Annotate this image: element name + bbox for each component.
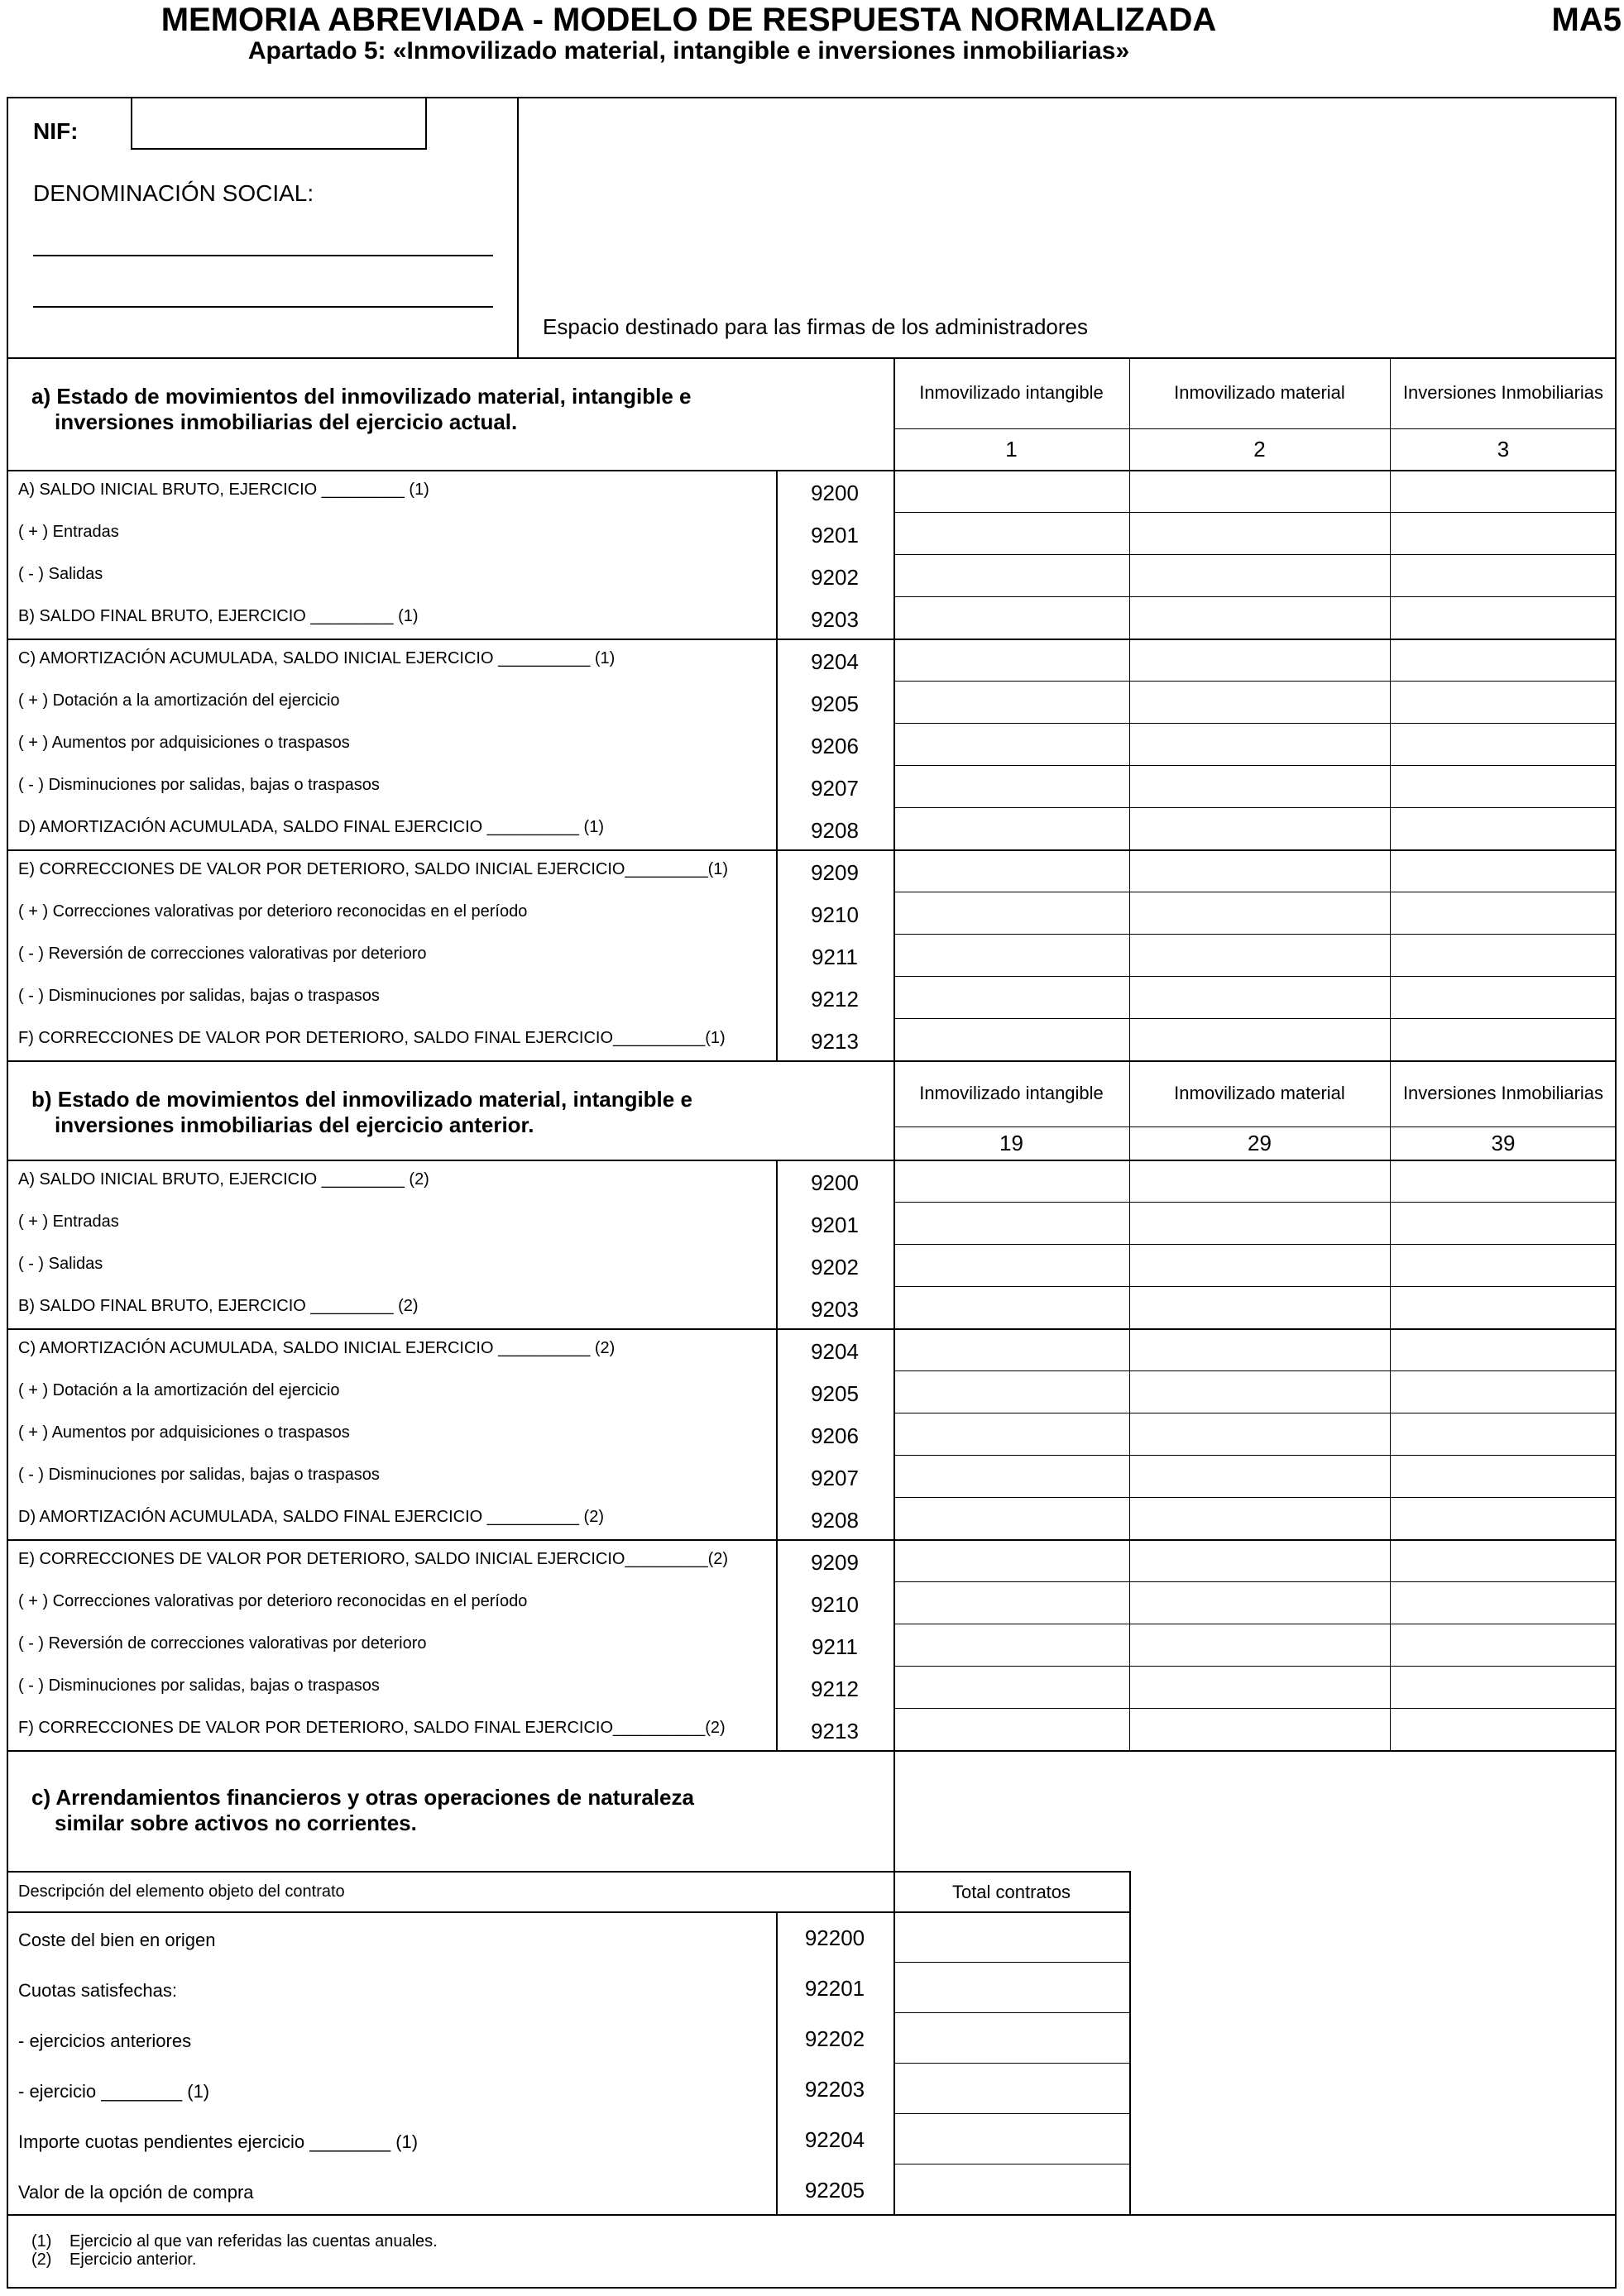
row-code: 9206 [811, 1423, 859, 1448]
footnote-2-text: Ejercicio anterior. [69, 2251, 197, 2269]
row-label: - ejercicios anteriores [18, 2030, 192, 2051]
section_b-col-2-header: Inmovilizado material [1174, 1083, 1345, 1103]
row-label: ( - ) Disminuciones por salidas, bajas o traspasos [18, 1465, 380, 1484]
section_a-value-cell-col1[interactable] [895, 1020, 1128, 1060]
denominacion-input-2[interactable] [33, 281, 493, 308]
section_a-value-cell-col3[interactable] [1392, 640, 1616, 680]
section_c-title-line2: similar sobre activos no corrientes. [55, 1810, 417, 1835]
section_a-value-cell-col2[interactable] [1131, 893, 1389, 933]
row-code: 9207 [811, 775, 859, 801]
denominacion-label: DENOMINACIÓN SOCIAL: [33, 180, 314, 206]
section_b-value-cell-col2[interactable] [1131, 1288, 1389, 1327]
section_b-value-cell-col1[interactable] [895, 1288, 1128, 1327]
section_a-value-cell-col1[interactable] [895, 851, 1128, 891]
row-label: F) CORRECCIONES DE VALOR POR DETERIORO, SALDO FINAL EJERCICIO__________(2) [18, 1718, 726, 1737]
section_a-value-cell-col3[interactable] [1392, 809, 1616, 849]
section_b-value-cell-col1[interactable] [895, 1710, 1128, 1749]
section_b-value-cell-col3[interactable] [1392, 1246, 1616, 1285]
section_b-value-cell-col2[interactable] [1131, 1457, 1389, 1496]
section_b-value-cell-col1[interactable] [895, 1161, 1128, 1201]
row-code: 9204 [811, 1338, 859, 1364]
row-code: 9208 [811, 817, 859, 843]
section_a-value-cell-col1[interactable] [895, 893, 1128, 933]
section_b-value-cell-col2[interactable] [1131, 1161, 1389, 1201]
row-code: 9211 [812, 1634, 858, 1659]
footnote-1-mark: (1) [31, 2232, 52, 2251]
row-label: A) SALDO INICIAL BRUTO, EJERCICIO _________ (2) [18, 1170, 429, 1189]
section_b-value-cell-col1[interactable] [895, 1414, 1128, 1454]
row-code: 9203 [811, 606, 859, 632]
section_a-value-cell-col1[interactable] [895, 640, 1128, 680]
row-label: ( - ) Salidas [18, 564, 103, 583]
row-code: 9207 [811, 1465, 859, 1490]
section_b-value-cell-col1[interactable] [895, 1667, 1128, 1707]
row-label: ( - ) Disminuciones por salidas, bajas o traspasos [18, 1676, 380, 1695]
row-label: ( + ) Entradas [18, 1212, 119, 1231]
section_b-value-cell-col3[interactable] [1392, 1372, 1616, 1412]
section_a-value-cell-col2[interactable] [1131, 682, 1389, 722]
denominacion-input-1[interactable] [33, 230, 493, 256]
section_b-value-cell-col2[interactable] [1131, 1246, 1389, 1285]
row-label: ( + ) Aumentos por adquisiciones o traspasos [18, 1423, 350, 1442]
row-label: Importe cuotas pendientes ejercicio ________ (1) [18, 2131, 419, 2152]
section_a-value-cell-col3[interactable] [1392, 598, 1616, 638]
section_b-value-cell-col3[interactable] [1392, 1161, 1616, 1201]
section_b-value-cell-col3[interactable] [1392, 1457, 1616, 1496]
row-code: 9208 [811, 1507, 859, 1533]
section_a-col-1-header: Inmovilizado intangible [919, 382, 1104, 403]
footnote-2-mark: (2) [31, 2251, 52, 2269]
row-code: 9203 [811, 1296, 859, 1322]
section_a-value-cell-col3[interactable] [1392, 556, 1616, 596]
row-label: Valor de la opción de compra [18, 2181, 254, 2203]
section_a-col-3-number: 3 [1497, 437, 1510, 462]
section_b-value-cell-col3[interactable] [1392, 1667, 1616, 1707]
section_b-value-cell-col1[interactable] [895, 1246, 1128, 1285]
section_b-title-line1: b) Estado de movimientos del inmovilizado material, intangible e [31, 1087, 692, 1112]
section_b-col-3-header: Inversiones Inmobiliarias [1402, 1083, 1604, 1103]
section_b-value-cell-col1[interactable] [895, 1203, 1128, 1243]
row-label: D) AMORTIZACIÓN ACUMULADA, SALDO FINAL EJERCICIO __________ (1) [18, 817, 604, 836]
section_b-value-cell-col2[interactable] [1131, 1710, 1389, 1749]
section_b-value-cell-col3[interactable] [1392, 1583, 1616, 1623]
section_a-col-3-header: Inversiones Inmobiliarias [1402, 382, 1604, 403]
section_a-value-cell-col1[interactable] [895, 556, 1128, 596]
section_a-title-line2: inversiones inmobiliarias del ejercicio actual. [55, 409, 518, 434]
row-code: 9200 [811, 1170, 859, 1195]
page-title: MEMORIA ABREVIADA - MODELO DE RESPUESTA NORMALIZADA [160, 2, 1217, 38]
section_a-title-line1: a) Estado de movimientos del inmovilizado material, intangible e [31, 384, 692, 409]
section_b-value-cell-col3[interactable] [1392, 1625, 1616, 1665]
row-label: B) SALDO FINAL BRUTO, EJERCICIO _________ (1) [18, 606, 419, 625]
section_a-value-cell-col3[interactable] [1392, 725, 1616, 764]
section_b-value-cell-col2[interactable] [1131, 1583, 1389, 1623]
section_b-value-cell-col2[interactable] [1131, 1372, 1389, 1412]
section_a-value-cell-col2[interactable] [1131, 471, 1389, 511]
section_b-value-cell-col3[interactable] [1392, 1710, 1616, 1749]
row-code: 9209 [811, 859, 859, 885]
row-label: ( - ) Disminuciones por salidas, bajas o traspasos [18, 775, 380, 794]
row-code: 9205 [811, 1380, 859, 1406]
row-code: 92205 [804, 2177, 865, 2203]
row-code: 9202 [811, 1254, 859, 1280]
section_a-value-cell-col2[interactable] [1131, 809, 1389, 849]
section_a-value-cell-col3[interactable] [1392, 471, 1616, 511]
row-label: C) AMORTIZACIÓN ACUMULADA, SALDO INICIAL EJERCICIO __________ (1) [18, 648, 616, 667]
row-code: 9202 [811, 564, 859, 590]
nif-label: NIF: [33, 118, 79, 144]
row-label: ( - ) Disminuciones por salidas, bajas o traspasos [18, 986, 380, 1005]
section_a-value-cell-col2[interactable] [1131, 725, 1389, 764]
section_b-value-cell-col3[interactable] [1392, 1330, 1616, 1370]
total-contracts-header: Total contratos [951, 1882, 1071, 1902]
row-label: - ejercicio ________ (1) [18, 2080, 210, 2102]
row-label: ( + ) Correcciones valorativas por deterioro reconocidas en el período [18, 902, 528, 921]
section_b-value-cell-col3[interactable] [1392, 1288, 1616, 1327]
section_b-value-cell-col2[interactable] [1131, 1414, 1389, 1454]
section_a-value-cell-col2[interactable] [1131, 640, 1389, 680]
row-code: 9213 [811, 1718, 859, 1744]
row-code: 9210 [811, 1591, 859, 1617]
row-code: 9205 [811, 691, 859, 716]
row-code: 9212 [811, 986, 859, 1012]
row-label: ( - ) Reversión de correcciones valorativas por deterioro [18, 944, 427, 963]
section_a-value-cell-col3[interactable] [1392, 851, 1616, 891]
total-contracts-cell[interactable] [895, 1964, 1128, 2011]
desc-header: Descripción del elemento objeto del contrato [18, 1882, 345, 1901]
row-code: 9211 [812, 944, 858, 969]
row-code: 92201 [804, 1975, 865, 2001]
section_b-value-cell-col3[interactable] [1392, 1414, 1616, 1454]
section_a-col-2-number: 2 [1253, 437, 1266, 462]
section_a-value-cell-col3[interactable] [1392, 935, 1616, 975]
section_a-value-cell-col3[interactable] [1392, 978, 1616, 1017]
section_b-col-1-header: Inmovilizado intangible [919, 1083, 1104, 1103]
total-contracts-cell[interactable] [895, 2014, 1128, 2062]
section_b-value-cell-col2[interactable] [1131, 1499, 1389, 1538]
row-label: E) CORRECCIONES DE VALOR POR DETERIORO, SALDO INICIAL EJERCICIO_________(1) [18, 859, 729, 878]
section_a-value-cell-col2[interactable] [1131, 556, 1389, 596]
section_a-value-cell-col2[interactable] [1131, 851, 1389, 891]
section_b-col-3-number: 39 [1491, 1131, 1516, 1155]
row-code: 9201 [811, 522, 859, 548]
total-contracts-cell[interactable] [895, 1913, 1128, 1961]
section_a-value-cell-col1[interactable] [895, 598, 1128, 638]
section_a-col-1-number: 1 [1005, 437, 1018, 462]
section_b-value-cell-col2[interactable] [1131, 1667, 1389, 1707]
section_a-value-cell-col2[interactable] [1131, 978, 1389, 1017]
section_c-title-line1: c) Arrendamientos financieros y otras operaciones de naturaleza [31, 1785, 694, 1810]
row-label: E) CORRECCIONES DE VALOR POR DETERIORO, SALDO INICIAL EJERCICIO_________(2) [18, 1549, 729, 1568]
section_a-value-cell-col1[interactable] [895, 767, 1128, 806]
section_a-value-cell-col1[interactable] [895, 935, 1128, 975]
row-code: 92202 [804, 2026, 865, 2051]
section_b-col-1-number: 19 [999, 1131, 1023, 1155]
section_a-value-cell-col2[interactable] [1131, 767, 1389, 806]
row-code: 9201 [811, 1212, 859, 1237]
section_a-value-cell-col1[interactable] [895, 682, 1128, 722]
section_a-value-cell-col1[interactable] [895, 978, 1128, 1017]
row-label: ( + ) Dotación a la amortización del ejercicio [18, 1380, 340, 1399]
section_a-col-2-header: Inmovilizado material [1174, 382, 1345, 403]
row-label: Cuotas satisfechas: [18, 1979, 177, 2001]
row-code: 9206 [811, 733, 859, 758]
row-label: ( + ) Aumentos por adquisiciones o traspasos [18, 733, 350, 752]
section_a-value-cell-col1[interactable] [895, 471, 1128, 511]
section_a-value-cell-col3[interactable] [1392, 767, 1616, 806]
row-code: 9209 [811, 1549, 859, 1575]
row-code: 92204 [804, 2126, 865, 2152]
section_b-value-cell-col2[interactable] [1131, 1541, 1389, 1581]
section_b-value-cell-col3[interactable] [1392, 1203, 1616, 1243]
row-label: ( - ) Salidas [18, 1254, 103, 1273]
row-code: 9204 [811, 648, 859, 674]
row-label: ( + ) Dotación a la amortización del ejercicio [18, 691, 340, 710]
section_a-value-cell-col2[interactable] [1131, 514, 1389, 553]
row-code: 92203 [804, 2076, 865, 2102]
section_b-value-cell-col3[interactable] [1392, 1541, 1616, 1581]
footnote-1-text: Ejercicio al que van referidas las cuentas anuales. [69, 2232, 438, 2251]
row-label: ( + ) Correcciones valorativas por deterioro reconocidas en el período [18, 1591, 528, 1610]
row-code: 9213 [811, 1028, 859, 1054]
row-code: 9210 [811, 902, 859, 927]
row-label: ( - ) Reversión de correcciones valorativas por deterioro [18, 1634, 427, 1653]
section_b-value-cell-col3[interactable] [1392, 1499, 1616, 1538]
section_b-col-2-number: 29 [1248, 1131, 1272, 1155]
section_a-value-cell-col1[interactable] [895, 725, 1128, 764]
row-code: 9212 [811, 1676, 859, 1701]
row-code: 9200 [811, 480, 859, 505]
section_b-value-cell-col2[interactable] [1131, 1330, 1389, 1370]
total-contracts-cell[interactable] [895, 2165, 1128, 2213]
page-subtitle: Apartado 5: «Inmovilizado material, intangible e inversiones inmobiliarias» [247, 37, 1130, 65]
total-contracts-cell[interactable] [895, 2115, 1128, 2163]
row-label: D) AMORTIZACIÓN ACUMULADA, SALDO FINAL EJERCICIO __________ (2) [18, 1507, 604, 1526]
row-label: Coste del bien en origen [18, 1929, 216, 1950]
row-code: 92200 [804, 1925, 865, 1950]
section_b-value-cell-col1[interactable] [895, 1541, 1128, 1581]
row-label: A) SALDO INICIAL BRUTO, EJERCICIO _________ (1) [18, 480, 429, 499]
total-contracts-cell[interactable] [895, 2064, 1128, 2112]
section_b-value-cell-col1[interactable] [895, 1330, 1128, 1370]
section_a-value-cell-col3[interactable] [1392, 893, 1616, 933]
section_b-value-cell-col1[interactable] [895, 1583, 1128, 1623]
section_b-value-cell-col2[interactable] [1131, 1203, 1389, 1243]
section_a-value-cell-col3[interactable] [1392, 514, 1616, 553]
firmas-label: Espacio destinado para las firmas de los administradores [543, 314, 1089, 339]
section_b-value-cell-col1[interactable] [895, 1499, 1128, 1538]
section_a-value-cell-col2[interactable] [1131, 1020, 1389, 1060]
form-code: MA5 [1551, 2, 1622, 38]
section_a-value-cell-col1[interactable] [895, 809, 1128, 849]
row-label: ( + ) Entradas [18, 522, 119, 541]
section_b-value-cell-col1[interactable] [895, 1625, 1128, 1665]
section_b-value-cell-col1[interactable] [895, 1457, 1128, 1496]
row-label: C) AMORTIZACIÓN ACUMULADA, SALDO INICIAL EJERCICIO __________ (2) [18, 1338, 616, 1357]
nif-input[interactable] [131, 97, 427, 150]
section_b-value-cell-col1[interactable] [895, 1372, 1128, 1412]
section_a-value-cell-col2[interactable] [1131, 935, 1389, 975]
section_a-value-cell-col1[interactable] [895, 514, 1128, 553]
section_a-value-cell-col3[interactable] [1392, 682, 1616, 722]
section_a-value-cell-col3[interactable] [1392, 1020, 1616, 1060]
section_b-title-line2: inversiones inmobiliarias del ejercicio anterior. [55, 1112, 534, 1137]
section_a-value-cell-col2[interactable] [1131, 598, 1389, 638]
row-label: B) SALDO FINAL BRUTO, EJERCICIO _________ (2) [18, 1296, 419, 1315]
row-label: F) CORRECCIONES DE VALOR POR DETERIORO, SALDO FINAL EJERCICIO__________(1) [18, 1028, 726, 1047]
section_b-value-cell-col2[interactable] [1131, 1625, 1389, 1665]
